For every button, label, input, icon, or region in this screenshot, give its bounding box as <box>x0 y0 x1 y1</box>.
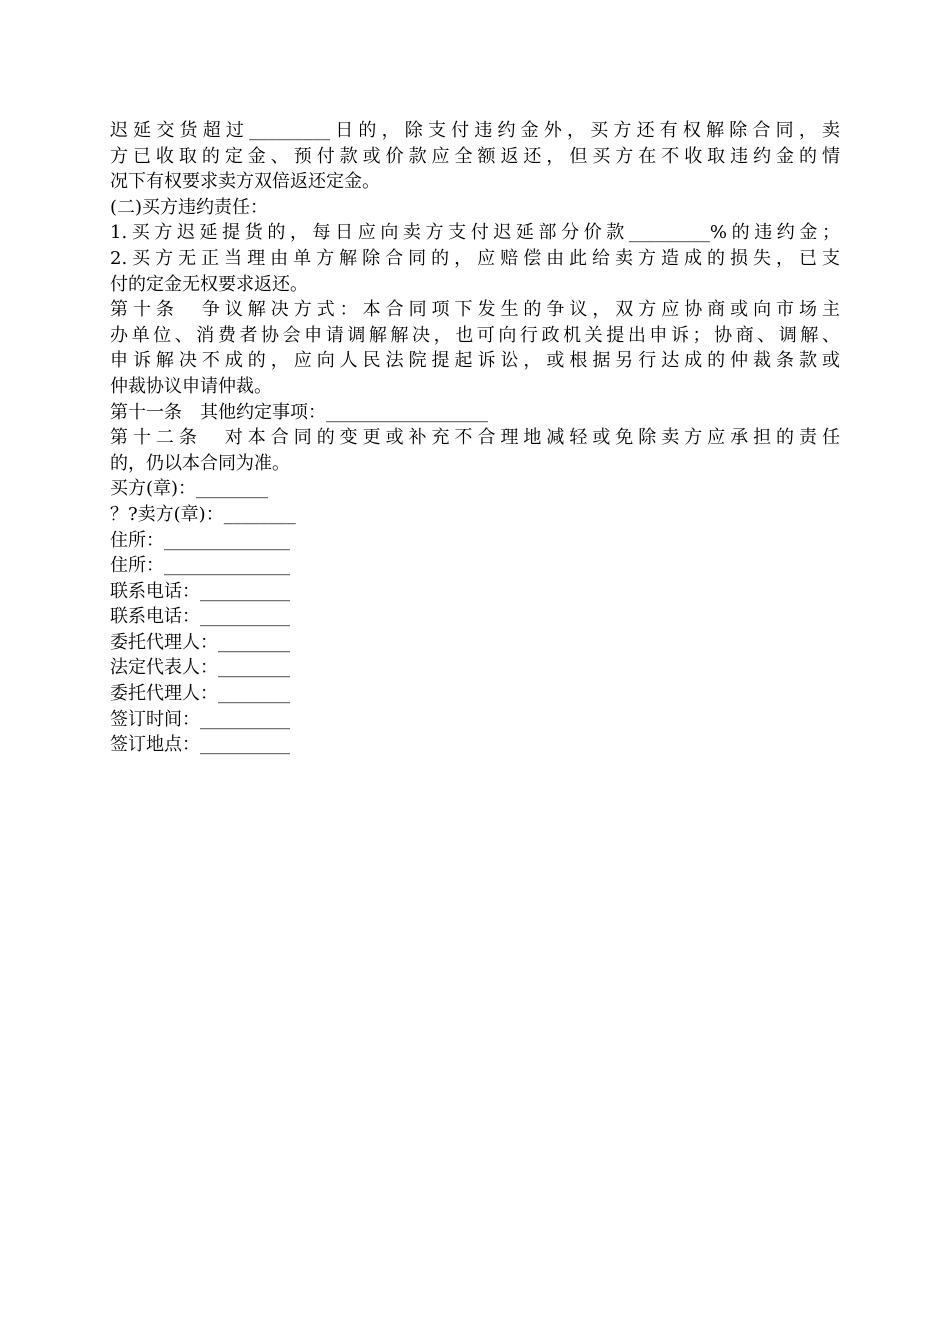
signing-place-line: 签订地点：__________ <box>110 734 290 756</box>
phone-line: 联系电话：__________ <box>110 606 290 628</box>
article-11-line: 第十一条 其他约定事项：__________________ <box>110 401 488 423</box>
body-line: 方已收取的定金、预付款或价款应全额返还，但买方在不收取违约金的情 <box>110 145 840 167</box>
body-line: 仲裁协议申请仲裁。 <box>110 375 272 397</box>
signing-date-line: 签订时间：__________ <box>110 708 290 730</box>
section-heading: (二)买方违约责任： <box>110 196 269 218</box>
body-line: 1.买方迟延提货的，每日应向卖方支付迟延部分价款_________%的违约金； <box>110 222 840 244</box>
address-line: 住所：______________ <box>110 529 290 551</box>
buyer-seal-line: 买方(章)：________ <box>110 478 269 500</box>
phone-line: 联系电话：__________ <box>110 580 290 602</box>
signature-block <box>110 476 840 758</box>
agent-line: 委托代理人：________ <box>110 683 290 705</box>
body-line: 2.买方无正当理由单方解除合同的，应赔偿由此给卖方造成的损失，已支 <box>110 247 840 269</box>
body-line: 付的定金无权要求返还。 <box>110 273 308 295</box>
body-line: 申诉解决不成的，应向人民法院提起诉讼，或根据另行达成的仲裁条款或 <box>110 350 840 372</box>
agent-line: 委托代理人：________ <box>110 631 290 653</box>
seller-seal-line: ？?卖方(章)：________ <box>110 503 296 525</box>
address-line: 住所：______________ <box>110 555 290 577</box>
article-12-line: 第十二条 对本合同的变更或补充不合理地减轻或免除卖方应承担的责任 <box>110 427 840 449</box>
document-page <box>110 118 840 758</box>
body-line: 迟延交货超过_________日的，除支付违约金外，买方还有权解除合同，卖 <box>110 120 840 141</box>
body-line: 的，仍以本合同为准。 <box>110 452 290 474</box>
legal-representative-line: 法定代表人：________ <box>110 657 290 679</box>
body-line: 办单位、消费者协会申请调解解决，也可向行政机关提出申诉；协商、调解、 <box>110 324 840 346</box>
article-10-line: 第十条 争议解决方式：本合同项下发生的争议，双方应协商或向市场主 <box>110 299 840 321</box>
body-line: 况下有权要求卖方双倍返还定金。 <box>110 171 380 193</box>
